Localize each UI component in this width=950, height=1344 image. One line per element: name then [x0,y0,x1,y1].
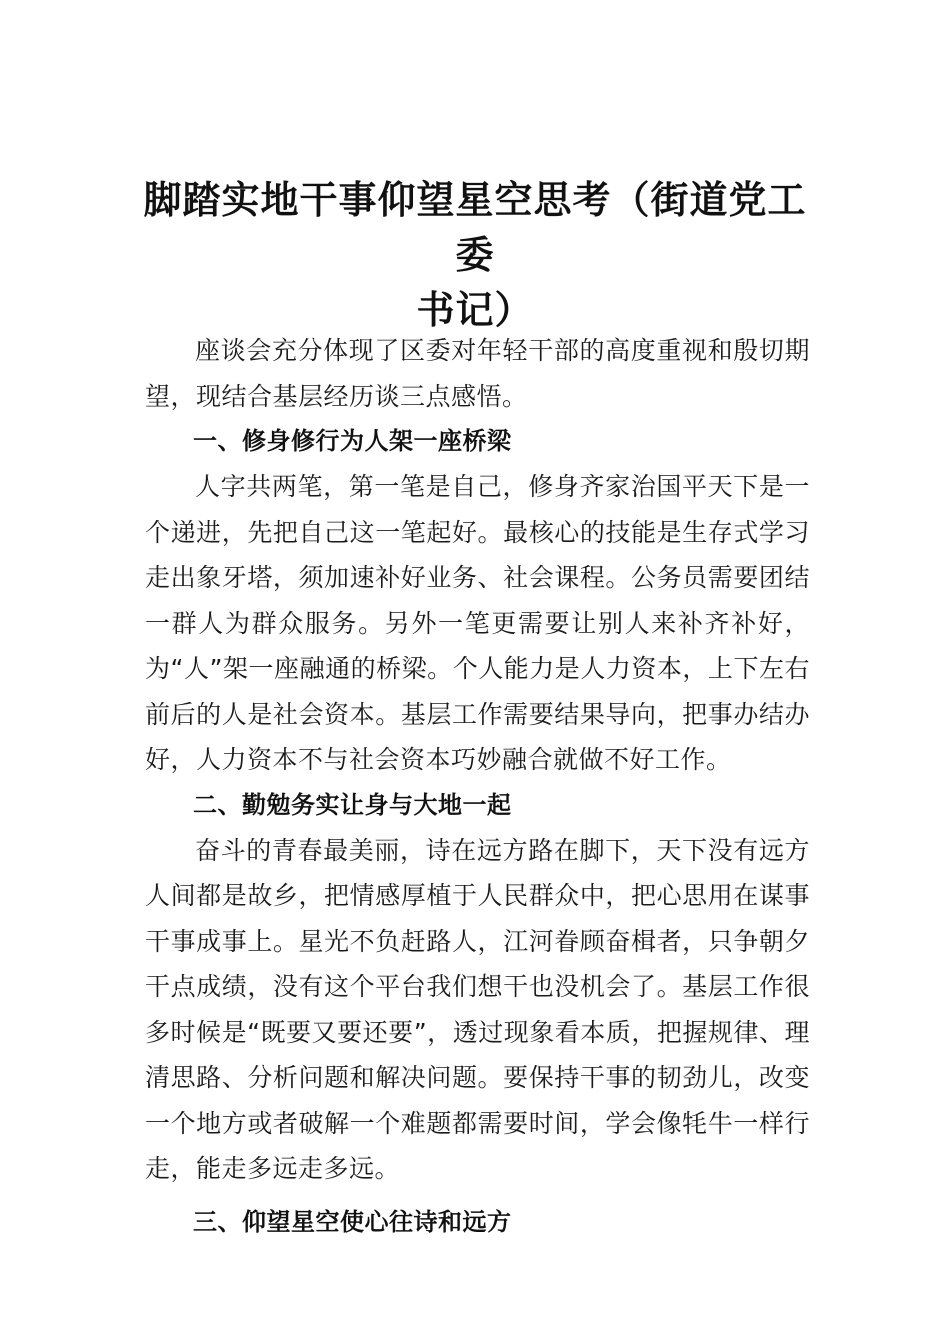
document-body [145,328,810,1245]
section-2-paragraph: 奋斗的青春最美丽，诗在远方路在脚下，天下没有远方人间都是故乡，把情感厚植于人民群众中，把心思用在谋事干事成事上。星光不负赶路人，江河眷顾奋楫者，只争朝夕干点成绩，没有这个平台我们想干也没机会了。基层工作很多时候是“既要又要还要”，透过现象看本质，把握规律、理清思路、分析问题和解决问题。要保持干事的韧劲儿，改变一个地方或者破解一个难题都需要时间，学会像牦牛一样行走，能走多远走多远。 [145,835,810,1183]
section-1-heading: 一、修身修行为人架一座桥梁 [193,427,512,455]
section-1-paragraph: 人字共两笔，第一笔是自己，修身齐家治国平天下是一个递进，先把自己这一笔起好。最核心的技能是生存式学习走出象牙塔，须加速补好业务、社会课程。公务员需要团结一群人为群众服务。另外一笔更需要让别人来补齐补好，为“人”架一座融通的桥梁。个人能力是人力资本，上下左右前后的人是社会资本。基层工作需要结果导向，把事办结办好，人力资本不与社会资本巧妙融合就做不好工作。 [145,472,810,774]
document-title [140,172,810,337]
title-line-1: 脚踏实地干事仰望星空思考（街道党工委 [143,177,807,277]
title-line-2: 书记） [416,287,534,332]
section-3-heading: 三、仰望星空使心往诗和远方 [193,1207,512,1236]
intro-paragraph: 座谈会充分体现了区委对年轻干部的高度重视和殷切期望，现结合基层经历谈三点感悟。 [145,336,810,411]
section-2-heading: 二、勤勉务实让身与大地一起 [193,790,512,819]
